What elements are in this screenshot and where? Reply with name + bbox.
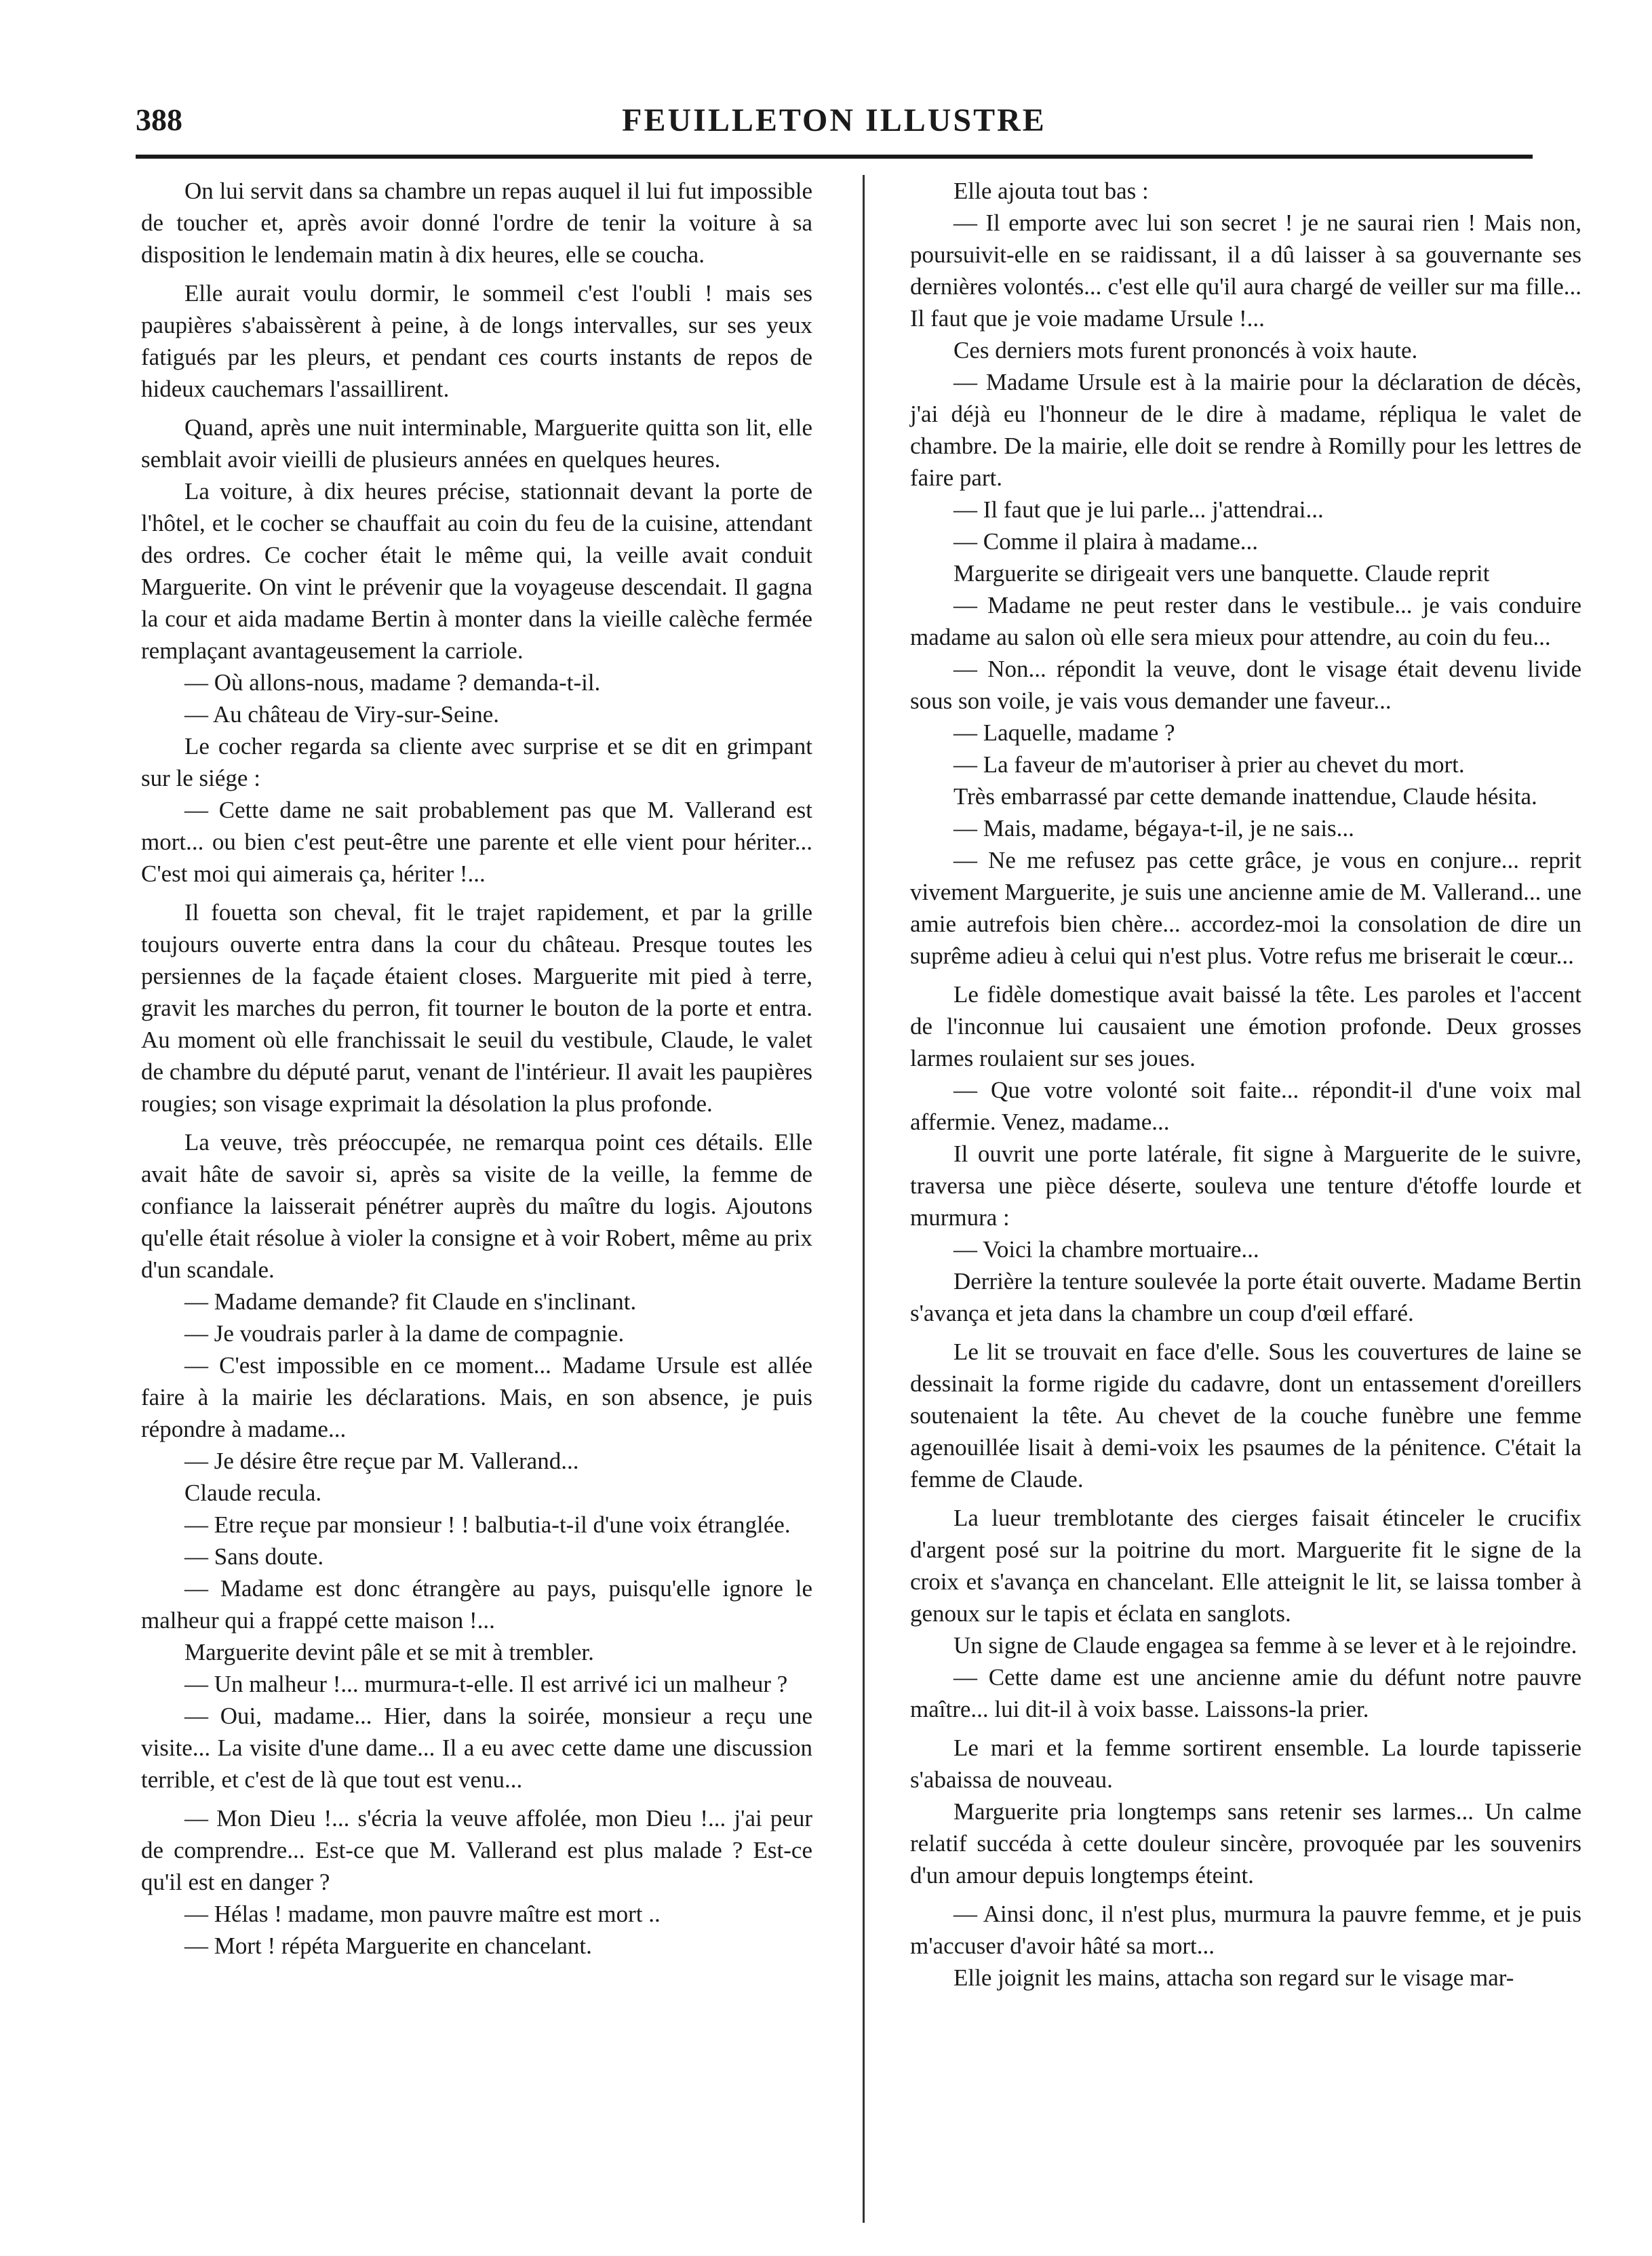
paragraph: — Comme il plaira à madame... <box>953 528 1259 555</box>
paragraph: Quand, après une nuit interminable, Marguerite quitta son lit, elle semblait avoir vieilli de plusieurs années en quelques heures. <box>141 414 812 473</box>
paragraph: Un signe de Claude engagea sa femme à se lever et à le rejoindre. <box>953 1632 1577 1659</box>
paragraph: — Madame demande? fit Claude en s'inclinant. <box>184 1288 637 1315</box>
page-number: 388 <box>136 102 182 137</box>
paragraph: — Hélas ! madame, mon pauvre maître est mort .. <box>184 1901 661 1927</box>
left-column <box>141 175 812 1962</box>
paragraph: — Mais, madame, bégaya-t-il, je ne sais... <box>953 815 1354 842</box>
paragraph: Il fouetta son cheval, fit le trajet rapidement, et par la grille toujours ouverte entra dans la cour du château. Presque toutes les persiennes de la façade étaient closes. Marguerite mit pied à terre, gravit les marches du perron, fit tourner le bouton de la porte et entra. Au moment où elle franchissait le seuil du vestibule, Claude, le valet de chambre du député parut, venant de l'intérieur. Il avait les paupières rougies; son visage exprimait la désolation la plus profonde. <box>141 899 812 1117</box>
paragraph: La veuve, très préoccupée, ne remarqua point ces détails. Elle avait hâte de savoir si, après sa visite de la veille, la femme de confiance la laisserait pénétrer auprès du maître du logis. Ajoutons qu'elle était résolue à violer la consigne et à voir Robert, même au prix d'un scandale. <box>141 1129 812 1283</box>
paragraph: — Que votre volonté soit faite... répondit-il d'une voix mal affermie. Venez, madame... <box>910 1077 1581 1135</box>
paragraph: Marguerite devint pâle et se mit à trembler. <box>184 1639 594 1665</box>
header-rule <box>136 155 1533 159</box>
paragraph: Marguerite se dirigeait vers une banquette. Claude reprit <box>953 560 1490 587</box>
paragraph: On lui servit dans sa chambre un repas auquel il lui fut impossible de toucher et, après avoir donné l'ordre de tenir la voiture à sa disposition le lendemain matin à dix heures, elle se coucha. <box>141 178 812 268</box>
paragraph: — Ainsi donc, il n'est plus, murmura la pauvre femme, et je puis m'accuser d'avoir hâté sa mort... <box>910 1901 1581 1959</box>
paragraph: Ces derniers mots furent prononcés à voix haute. <box>953 337 1418 363</box>
paragraph: Derrière la tenture soulevée la porte était ouverte. Madame Bertin s'avança et jeta dans la chambre un coup d'œil effaré. <box>910 1268 1581 1326</box>
paragraph: — Un malheur !... murmura-t-elle. Il est arrivé ici un malheur ? <box>184 1671 788 1697</box>
paragraph: — Oui, madame... Hier, dans la soirée, monsieur a reçu une visite... La visite d'une dame... Il a eu avec cette dame une discussion terrible, et c'est de là que tout est venu... <box>141 1703 812 1793</box>
paragraph: — Etre reçue par monsieur ! ! balbutia-t-il d'une voix étranglée. <box>184 1511 791 1538</box>
paragraph: Le lit se trouvait en face d'elle. Sous les couvertures de laine se dessinait la forme rigide du cadavre, dont un entassement d'oreillers soutenaient la tête. Au chevet de la couche funèbre une femme agenouillée lisait à demi-voix les psaumes de la pénitence. C'était la femme de Claude. <box>910 1339 1581 1492</box>
paragraph: — Mort ! répéta Marguerite en chancelant. <box>184 1933 592 1959</box>
paragraph: Le cocher regarda sa cliente avec surprise et se dit en grimpant sur le siége : <box>141 733 812 791</box>
paragraph: Le fidèle domestique avait baissé la tête. Les paroles et l'accent de l'inconnue lui causaient une émotion profonde. Deux grosses larmes roulaient sur ses joues. <box>910 981 1581 1071</box>
paragraph: — Madame est donc étrangère au pays, puisqu'elle ignore le malheur qui a frappé cette maison !... <box>141 1575 812 1634</box>
paragraph: — Cette dame ne sait probablement pas que M. Vallerand est mort... ou bien c'est peut-être une parente et elle vient pour hériter... C'est moi qui aimerais ça, hériter !... <box>141 797 812 887</box>
column-divider <box>863 175 865 2223</box>
paragraph: — Au château de Viry-sur-Seine. <box>184 701 500 728</box>
right-column <box>910 175 1581 1994</box>
paragraph: La lueur tremblotante des cierges faisait étinceler le crucifix d'argent posé sur la poitrine du mort. Marguerite fit le signe de la croix et s'avança en chancelant. Elle atteignit le lit, se laissa tomber à genoux sur le tapis et éclata en sanglots. <box>910 1505 1581 1627</box>
paragraph: Il ouvrit une porte latérale, fit signe à Marguerite de le suivre, traversa une pièce déserte, souleva une tenture d'étoffe lourde et murmura : <box>910 1141 1581 1231</box>
paragraph: Marguerite pria longtemps sans retenir ses larmes... Un calme relatif succéda à cette douleur sincère, provoquée par les souvenirs d'un amour depuis longtemps éteint. <box>910 1798 1581 1888</box>
paragraph: — Madame ne peut rester dans le vestibule... je vais conduire madame au salon où elle sera mieux pour attendre, au coin du feu... <box>910 592 1581 650</box>
paragraph: — Il emporte avec lui son secret ! je ne saurai rien ! Mais non, poursuivit-elle en se raidissant, il a dû laisser à sa gouvernante ses dernières volontés... c'est elle qu'il aura chargé de veiller sur ma fille... Il faut que je voie madame Ursule !... <box>910 210 1581 332</box>
paragraph: Elle aurait voulu dormir, le sommeil c'est l'oubli ! mais ses paupières s'abaissèrent à peine, à de longs intervalles, sur ses yeux fatigués par les pleurs, et pendant ces courts instants de repos de hideux cauchemars l'assaillirent. <box>141 280 812 402</box>
paragraph: Le mari et la femme sortirent ensemble. La lourde tapisserie s'abaissa de nouveau. <box>910 1735 1581 1793</box>
paragraph: — Cette dame est une ancienne amie du défunt notre pauvre maître... lui dit-il à voix basse. Laissons-la prier. <box>910 1664 1581 1722</box>
page-header <box>136 102 1533 142</box>
paragraph: — Où allons-nous, madame ? demanda-t-il. <box>184 669 601 696</box>
paragraph: — Laquelle, madame ? <box>953 719 1175 746</box>
paragraph: — Non... répondit la veuve, dont le visage était devenu livide sous son voile, je vais vous demander une faveur... <box>910 656 1581 714</box>
paragraph: — Mon Dieu !... s'écria la veuve affolée, mon Dieu !... j'ai peur de comprendre... Est-ce que M. Vallerand est plus malade ? Est-ce qu'il est en danger ? <box>141 1805 812 1895</box>
paragraph: Claude recula. <box>184 1480 322 1506</box>
paragraph: — Sans doute. <box>184 1543 324 1570</box>
paragraph: Très embarrassé par cette demande inattendue, Claude hésita. <box>953 783 1537 810</box>
paragraph: Elle ajouta tout bas : <box>953 178 1149 204</box>
paragraph: — Madame Ursule est à la mairie pour la déclaration de décès, j'ai déjà eu l'honneur de le dire à madame, répliqua le valet de chambre. De la mairie, elle doit se rendre à Romilly pour les lettres de faire part. <box>910 369 1581 491</box>
paragraph: — C'est impossible en ce moment... Madame Ursule est allée faire à la mairie les déclarations. Mais, en son absence, je puis répondre à madame... <box>141 1352 812 1442</box>
paragraph: La voiture, à dix heures précise, stationnait devant la porte de l'hôtel, et le cocher se chauffait au coin du feu de la cuisine, attendant des ordres. Ce cocher était le même qui, la veille avait conduit Marguerite. On vint le prévenir que la voyageuse descendait. Il gagna la cour et aida madame Bertin à monter dans la vieille calèche fermée remplaçant avantageusement la carriole. <box>141 478 812 664</box>
paragraph: — La faveur de m'autoriser à prier au chevet du mort. <box>953 751 1465 778</box>
paragraph: — Je désire être reçue par M. Vallerand... <box>184 1448 579 1474</box>
paragraph: — Voici la chambre mortuaire... <box>953 1236 1259 1263</box>
paragraph: — Il faut que je lui parle... j'attendrai... <box>953 496 1324 523</box>
paragraph: — Je voudrais parler à la dame de compagnie. <box>184 1320 625 1347</box>
running-title: FEUILLETON ILLUSTRE <box>622 102 1046 138</box>
paragraph: — Ne me refusez pas cette grâce, je vous en conjure... reprit vivement Marguerite, je suis une ancienne amie de M. Vallerand... une amie autrefois bien chère... accordez-moi la consolation de dire un suprême adieu à celui qui n'est plus. Votre refus me briserait le cœur... <box>910 847 1581 969</box>
paragraph: Elle joignit les mains, attacha son regard sur le visage mar- <box>953 1964 1514 1991</box>
